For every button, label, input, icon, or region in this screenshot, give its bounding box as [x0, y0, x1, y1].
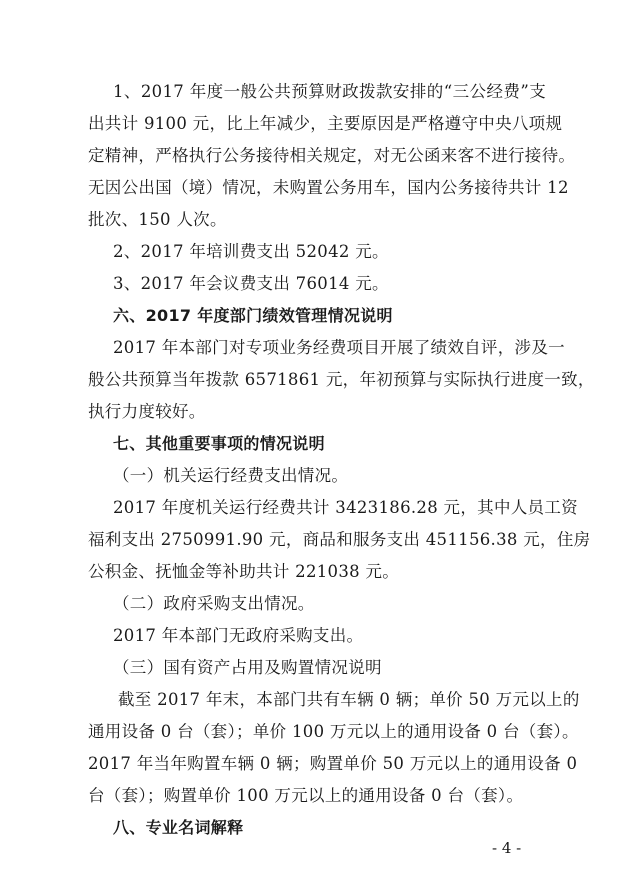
subsection-heading: （三）国有资产占用及购置情况说明: [113, 658, 382, 677]
text-line: 批次、150 人次。: [88, 210, 227, 229]
text-line: 无因公出国（境）情况，未购置公务用车，国内公务接待共计 12: [88, 178, 569, 197]
text-line: 出共计 9100 元，比上年减少，主要原因是严格遵守中央八项规: [88, 114, 563, 133]
text-line: 截至 2017 年末，本部门共有车辆 0 辆；单价 50 万元以上的: [118, 690, 580, 709]
text-line: 福利支出 2750991.90 元，商品和服务支出 451156.38 元，住房: [88, 530, 591, 549]
text-line: 1、2017 年度一般公共预算财政拨款安排的“三公经费”支: [113, 82, 546, 101]
text-line: 通用设备 0 台（套）；单价 100 万元以上的通用设备 0 台（套）。: [88, 722, 579, 741]
text-line: 公积金、抚恤金等补助共计 221038 元。: [88, 562, 400, 581]
text-line: 2017 年度机关运行经费共计 3423186.28 元，其中人员工资: [113, 498, 578, 517]
subsection-heading: （一）机关运行经费支出情况。: [113, 466, 349, 485]
text-line: 3、2017 年会议费支出 76014 元。: [113, 274, 389, 293]
text-line: 2017 年本部门无政府采购支出。: [113, 626, 364, 645]
text-line: 般公共预算当年拨款 6571861 元，年初预算与实际执行进度一致，: [88, 370, 595, 389]
text-line: 2、2017 年培训费支出 52042 元。: [113, 242, 389, 261]
section-heading-8: 八、专业名词解释: [113, 818, 244, 837]
text-line: 台（套）；购置单价 100 万元以上的通用设备 0 台（套）。: [88, 786, 524, 805]
text-line: 2017 年本部门对专项业务经费项目开展了绩效自评，涉及一: [113, 338, 565, 357]
text-line: 执行力度较好。: [88, 402, 206, 421]
page-number: - 4 -: [492, 839, 522, 857]
section-heading-7: 七、其他重要事项的情况说明: [113, 434, 325, 453]
section-heading-6: 六、2017 年度部门绩效管理情况说明: [113, 306, 393, 325]
text-line: 定精神，严格执行公务接待相关规定，对无公函来客不进行接待。: [88, 146, 576, 165]
text-line: 2017 年当年购置车辆 0 辆；购置单价 50 万元以上的通用设备 0: [88, 754, 578, 773]
subsection-heading: （二）政府采购支出情况。: [113, 594, 315, 613]
